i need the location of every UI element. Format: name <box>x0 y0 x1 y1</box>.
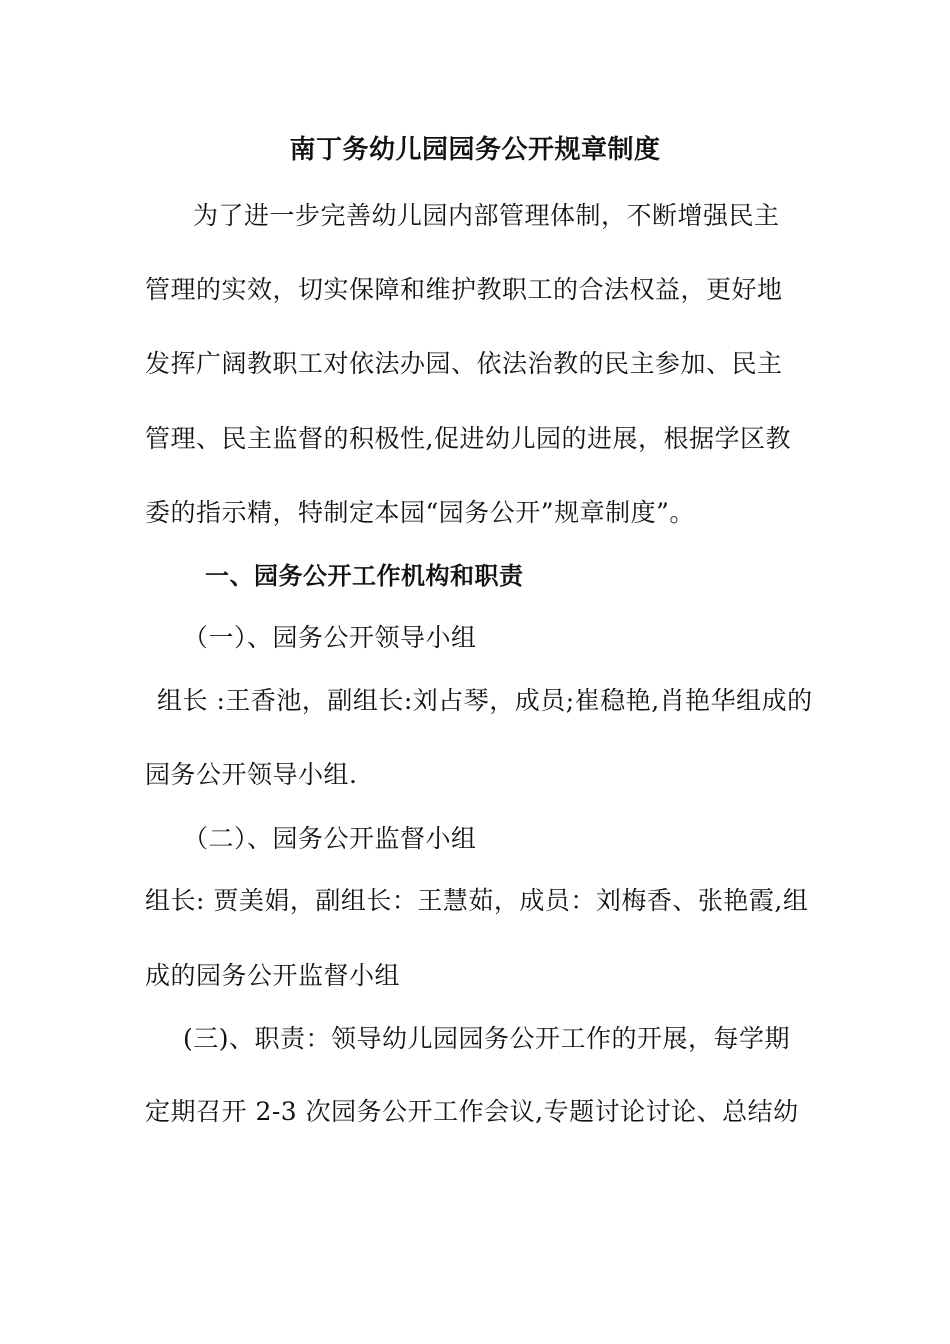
document-title: 南丁务幼儿园园务公开规章制度 <box>289 135 661 165</box>
paragraph-line: 园务公开领导小组. <box>145 760 358 789</box>
paragraph-line: 组长 :王香池，副组长:刘占琴，成员;崔稳艳,肖艳华组成的 <box>157 686 813 715</box>
paragraph-line: 委的指示精，特制定本园“园务公开”规章制度”。 <box>145 498 695 527</box>
paragraph-line: 成的园务公开监督小组 <box>145 961 401 990</box>
paragraph-line: 管理的实效，切实保障和维护教职工的合法权益，更好地 <box>145 275 783 304</box>
paragraph-line: (三)、职责：领导幼儿园园务公开工作的开展，每学期 <box>183 1024 791 1053</box>
paragraph-line: 为了进一步完善幼儿园内部管理体制，不断增强民主 <box>193 201 780 230</box>
section-heading: 一、园务公开工作机构和职责 <box>205 562 524 590</box>
paragraph-line: 发挥广阔教职工对依法办园、依法治教的民主参加、民主 <box>145 349 783 378</box>
paragraph-line: 定期召开 2-3 次园务公开工作会议,专题讨论讨论、总结幼 <box>145 1097 799 1126</box>
paragraph-line: 组长: 贾美娟，副组长：王慧茹，成员：刘梅香、张艳霞,组 <box>145 886 809 915</box>
subsection-heading: （一）、园务公开领导小组 <box>183 623 477 652</box>
subsection-heading: （二）、园务公开监督小组 <box>183 824 477 853</box>
paragraph-line: 管理、民主监督的积极性,促进幼儿园的进展，根据学区教 <box>145 424 791 453</box>
